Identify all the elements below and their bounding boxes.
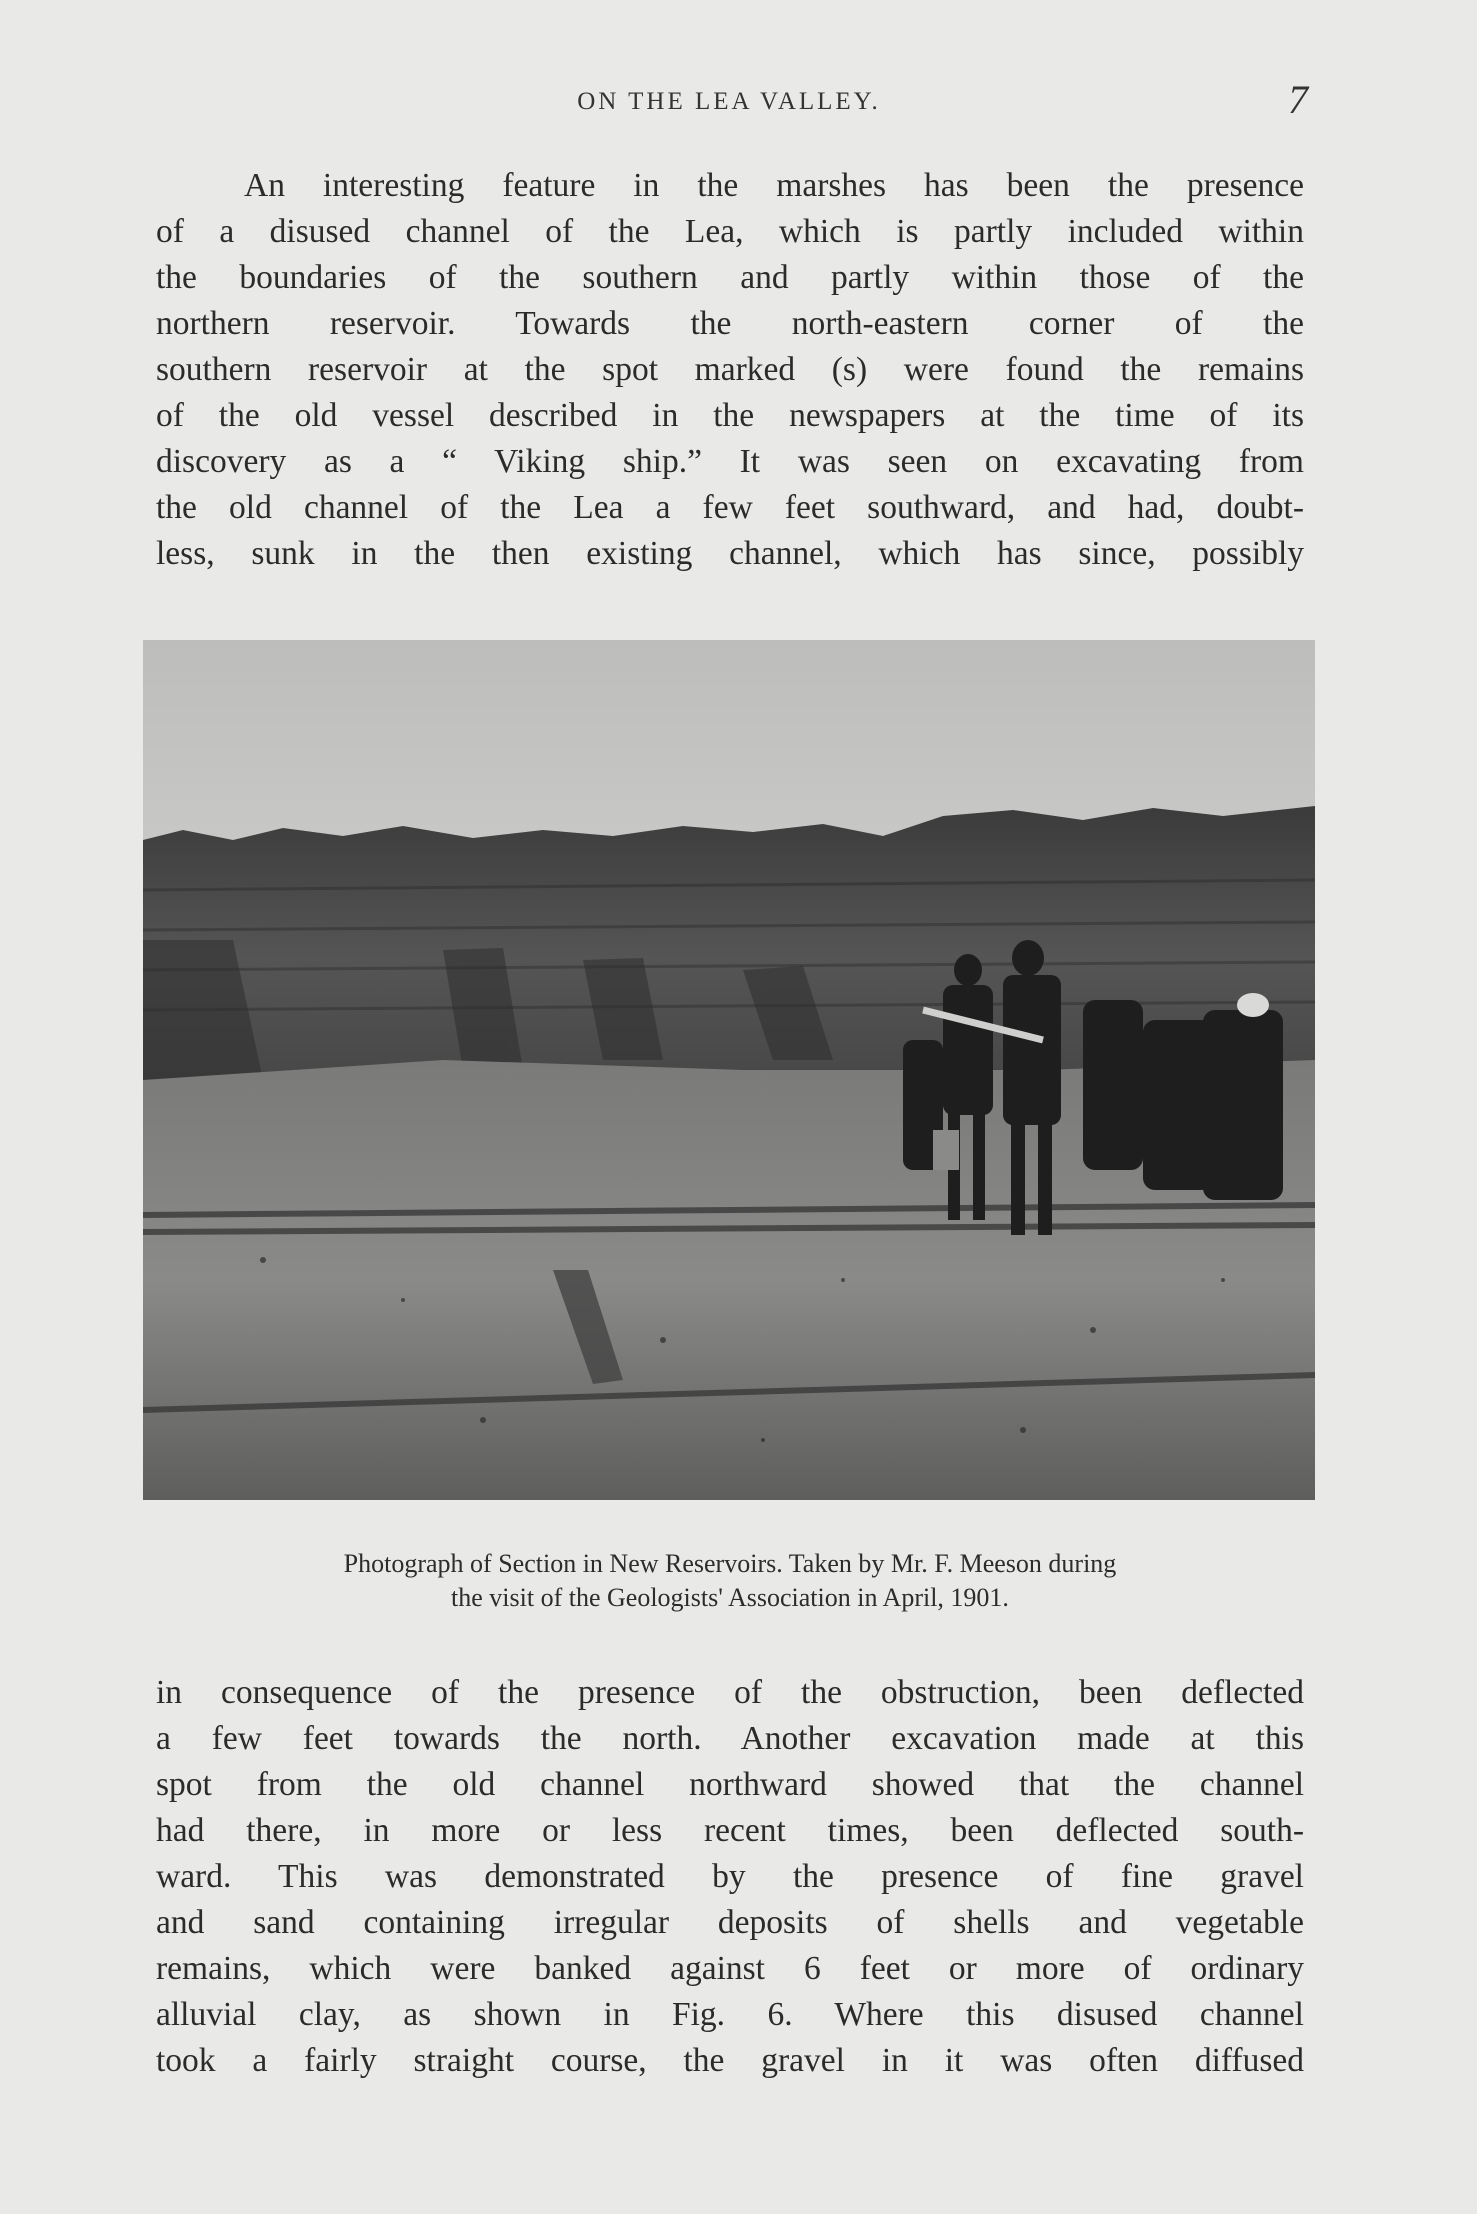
text-line: had there, in more or less recent times, been deflected south- bbox=[156, 1812, 1304, 1849]
caption-line: the visit of the Geologists' Association in April, 1901. bbox=[451, 1583, 1009, 1612]
text-line: a few feet towards the north. Another excavation made at this bbox=[156, 1720, 1304, 1757]
text-line: spot from the old channel northward showed that the channel bbox=[156, 1766, 1304, 1803]
text-line: less, sunk in the then existing channel, which has since, possibly bbox=[156, 535, 1304, 572]
text-line: alluvial clay, as shown in Fig. 6. Where this disused channel bbox=[156, 1996, 1304, 2033]
caption-line: Photograph of Section in New Reservoirs. Taken by Mr. F. Meeson during bbox=[343, 1549, 1117, 1578]
text-line: An interesting feature in the marshes has been the presence bbox=[244, 167, 1304, 204]
text-line: the old channel of the Lea a few feet southward, and had, doubt- bbox=[156, 489, 1304, 526]
text-line: of the old vessel described in the newspapers at the time of its bbox=[156, 397, 1304, 434]
running-head bbox=[150, 77, 1308, 132]
photograph-illustration bbox=[143, 640, 1315, 1500]
paragraph-bottom bbox=[156, 1670, 1304, 2084]
page-number: 7 bbox=[1288, 77, 1308, 122]
text-line: and sand containing irregular deposits of shells and vegetable bbox=[156, 1904, 1304, 1941]
text-line: northern reservoir. Towards the north-eastern corner of the bbox=[156, 305, 1304, 342]
text-line: southern reservoir at the spot marked (s) were found the remains bbox=[156, 351, 1304, 388]
text-line: of a disused channel of the Lea, which is partly included within bbox=[156, 213, 1304, 250]
text-line: ward. This was demonstrated by the presence of fine gravel bbox=[156, 1858, 1304, 1895]
text-line: discovery as a “ Viking ship.” It was seen on excavating from bbox=[156, 443, 1304, 480]
text-line: the boundaries of the southern and partly within those of the bbox=[156, 259, 1304, 296]
text-line: took a fairly straight course, the gravel in it was often diffused bbox=[156, 2042, 1304, 2079]
text-line: in consequence of the presence of the obstruction, been deflected bbox=[156, 1674, 1304, 1711]
photo-caption bbox=[150, 1547, 1310, 1615]
running-title: ON THE LEA VALLEY. bbox=[577, 88, 881, 115]
photograph-of-reservoir-section-icon bbox=[143, 640, 1315, 1500]
paragraph-top bbox=[156, 163, 1304, 577]
text-line: remains, which were banked against 6 feet or more of ordinary bbox=[156, 1950, 1304, 1987]
